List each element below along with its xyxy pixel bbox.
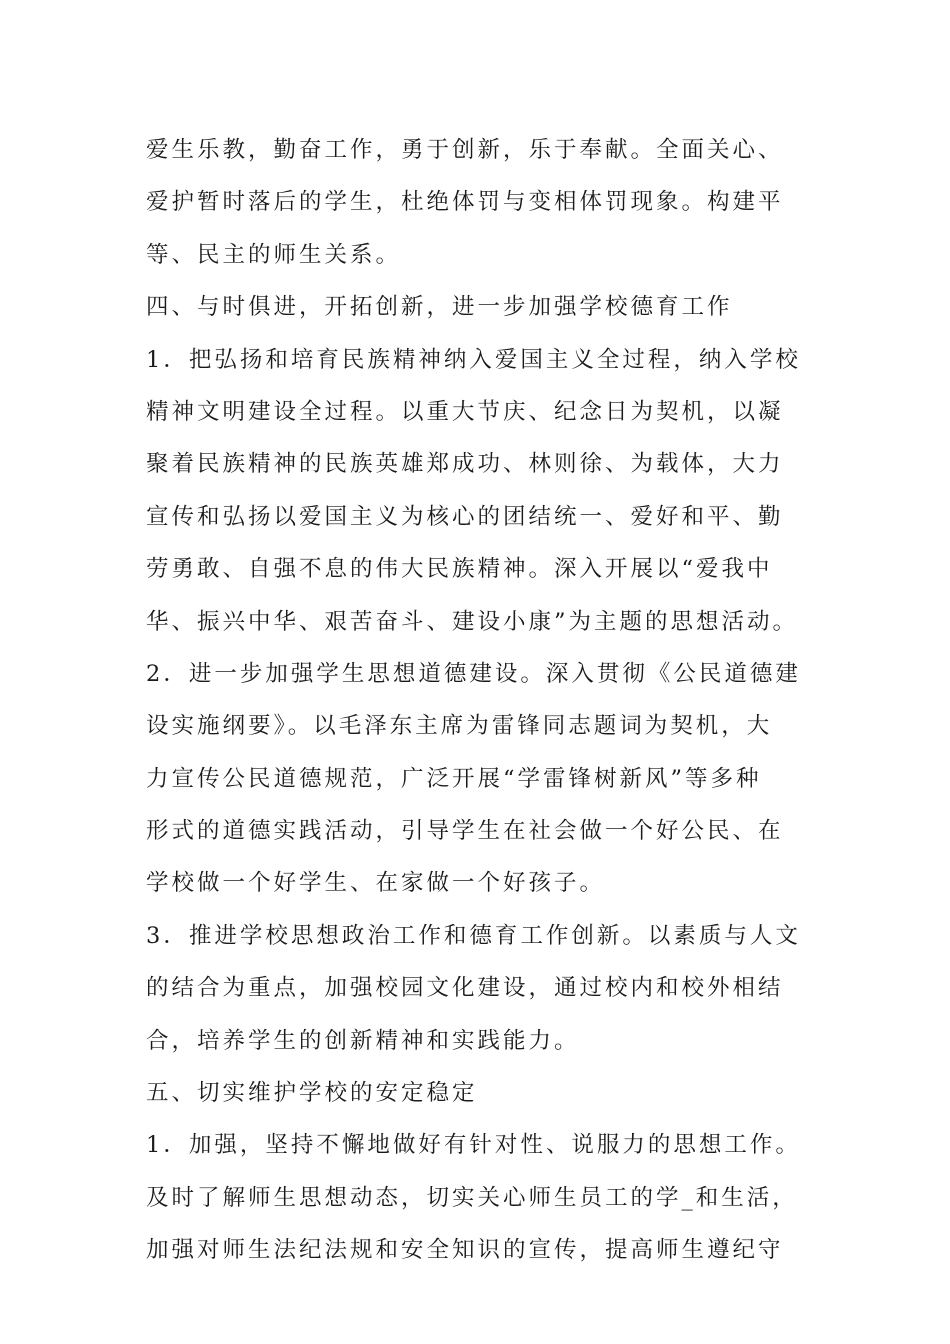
text-line: 劳勇敢、自强不息的伟大民族精神。深入开展以“爱我中	[146, 556, 773, 583]
text-line: 华、振兴中华、艰苦奋斗、建设小康”为主题的思想活动。	[146, 608, 799, 635]
text-line: 设实施纲要》。以毛泽东主席为雷锋同志题词为契机，大	[146, 713, 773, 740]
text-line: 宣传和弘扬以爱国主义为核心的团结统一、爱好和平、勤	[146, 503, 784, 530]
text-line: 及时了解师生思想动态，切实关心师生员工的学_和生活，	[146, 1184, 798, 1211]
text-line: 的结合为重点，加强校园文化建设，通过校内和校外相结	[146, 975, 784, 1002]
text-line: 1．加强，坚持不懈地做好有针对性、说服力的思想工作。	[146, 1132, 801, 1159]
text-line: 精神文明建设全过程。以重大节庆、纪念日为契机，以凝	[146, 398, 784, 425]
section-heading-5: 五、切实维护学校的安定稳定	[146, 1080, 478, 1107]
text-line: 学校做一个好学生、在家做一个好孩子。	[146, 870, 606, 897]
text-line: 1．把弘扬和培育民族精神纳入爱国主义全过程，纳入学校	[146, 346, 801, 373]
text-line: 聚着民族精神的民族英雄郑成功、林则徐、为载体，大力	[146, 451, 784, 478]
text-line: 爱生乐教，勤奋工作，勇于创新，乐于奉献。全面关心、	[146, 137, 784, 163]
text-line: 2．进一步加强学生思想道德建设。深入贯彻《公民道德建	[146, 660, 801, 687]
text-line: 加强对师生法纪法规和安全知识的宣传，提高师生遵纪守	[146, 1237, 784, 1264]
text-line: 合，培养学生的创新精神和实践能力。	[146, 1027, 580, 1054]
text-line: 形式的道德实践活动，引导学生在社会做一个好公民、在	[146, 818, 784, 845]
text-line: 3．推进学校思想政治工作和德育工作创新。以素质与人文	[146, 922, 801, 949]
section-heading-4: 四、与时俱进，开拓创新，进一步加强学校德育工作	[146, 294, 733, 321]
text-line: 爱护暂时落后的学生，杜绝体罚与变相体罚现象。构建平	[146, 189, 784, 216]
body-text	[146, 124, 811, 1277]
text-line: 力宣传公民道德规范，广泛开展“学雷锋树新风”等多种	[146, 765, 762, 792]
text-line: 等、民主的师生关系。	[146, 241, 402, 268]
